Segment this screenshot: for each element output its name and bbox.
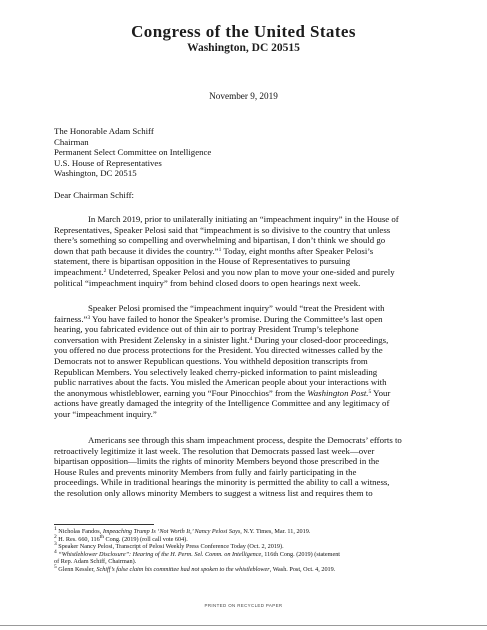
footnotes [54,528,454,574]
text-line: the resolution only allows minority Members to suggest a witness list and requires them to [54,487,373,498]
letterhead-title: Congress of the United States [131,22,356,41]
footnote-4-cont: of Rep. Adam Schiff, Chairman). [54,558,137,566]
footnote-marker: 1 [218,246,222,253]
footnote-2: $^2$ H. Res. 660, 116th Cong. (2019) (roll call vote 604). [54,533,188,543]
text-line: In March 2019, prior to unilaterally initiating an “impeachment inquiry” in the House of [88,214,399,224]
footnote-marker: 4 [249,335,253,342]
footnote-number: 4 [54,548,57,555]
address-line: U.S. House of Representatives [54,157,162,168]
letter-date: November 9, 2019 [209,91,278,101]
text-line: Americans see through this sham impeachment process, despite the Democrats’ efforts to [88,435,402,445]
footnote-4: $^4$ “Whistleblower Disclosure”: Hearing of the H. Perm. Sel. Comm. on Intelligence, 116th Cong. (2019) (statement [54,548,341,558]
text-line: Undeterred, Speaker Pelosi and you now plan to move your one-sided and purely [106,266,395,277]
salutation: Dear Chairman Schiff: [54,190,134,200]
footnote-number: 2 [54,533,57,540]
footnote-marker: 3 [87,314,91,321]
text-line: proceedings. While in traditional hearings the minority is permitted the ability to call a witness, [54,477,390,488]
paragraph-1 [54,214,454,288]
text-line: Today, eight months after Speaker Pelosi’s [221,245,374,256]
footnote-number: 3 [54,541,57,548]
text-line: Your [371,387,391,398]
text-line: statement, there is bipartisan opposition in the House of Representatives to pursuing [54,256,351,267]
footnote-marker: 2 [103,267,107,274]
text-line: Republican Members. You selectively leaked cherry-picked information to paint misleading [54,366,378,377]
text-line: the anonymous whistleblower, earning you “Four Pinocchios” from the [54,387,308,398]
recycled-paper-footer: PRINTED ON RECYCLED PAPER [204,603,283,608]
address-line: The Honorable Adam Schiff [54,126,154,136]
letterhead-address: Washington, DC 20515 [187,42,300,54]
text-line: bipartisan opposition—limits the rights of minority Members beyond those prescribed in the [54,456,380,467]
footnote-3: $^3$ Speaker Nancy Pelosi, Transcript of Pelosi Weekly Press Conference Today (Oct. 2, 2019). [54,541,284,551]
text-line: During your closed-door proceedings, [252,334,389,345]
text-line: House Rules and prevents minority Members from fully and fairly participating in the [54,466,357,477]
italic-publication: Washington Post. [307,387,369,398]
text-line: impeachment. [54,266,104,277]
text-line: you offered no due process protections for the President. You directed witnesses called by the [54,345,383,356]
footnote-5: $^5$ Glenn Kessler, Schiff’s false claim his committee had not spoken to the whistleblower, Wash. Post, Oct. 4, 2019. [54,563,336,573]
text-line: political “impeachment inquiry” from behind closed doors to open hearings next week. [54,277,361,288]
address-line: Washington, DC 20515 [54,168,137,179]
footnote-number: 5 [54,563,57,570]
text-line: Representatives, Speaker Pelosi said that “impeachment is so divisive to the country that unless [54,224,391,235]
text-line: retroactively legitimize it last week. The resolution that Democrats passed last week—over [54,445,375,456]
address-line: Chairman [54,136,89,147]
text-line: public narratives about the facts. You misled the American people about your interactions with [54,377,387,388]
footnote-marker: 5 [368,388,372,395]
footnote-1: $^1$ Nicholas Fandos, Impeaching Trump Is ‘Not Worth It,’ Nancy Pelosi Says, N.Y. Times, Mar. 11, 2019. [54,526,311,535]
text-line: Democrats not to answer Republican questions. You withheld deposition transcripts from [54,355,368,366]
paragraph-2 [54,303,454,420]
text-line: You have failed to honor the Speaker’s promise. During the Committee’s last open [90,313,383,324]
page-edge [0,625,487,626]
paragraph-3 [54,435,454,499]
footnote-divider [54,524,154,525]
text-line: conversation with President Zelensky in a sinister light. [54,334,250,345]
text-line: Speaker Pelosi promised the “impeachment inquiry” would “treat the President with [88,303,385,313]
footnote-number: 1 [54,526,57,532]
text-line: down that path because it divides the country.” [54,245,219,256]
text-line: fairness.” [54,313,88,324]
text-line: there’s something so compelling and overwhelming and bipartisan, I don’t think we should go [54,235,386,246]
address-line: Permanent Select Committee on Intelligence [54,147,212,158]
text-line: hearing, you fabricated evidence out of thin air to portray President Trump’s telephone [54,324,359,335]
text-line: your “impeachment inquiry.” [54,408,157,419]
recipient-address [54,126,454,179]
text-line: actions have greatly damaged the integrity of the Intelligence Committee and any legitimacy of [54,398,390,409]
